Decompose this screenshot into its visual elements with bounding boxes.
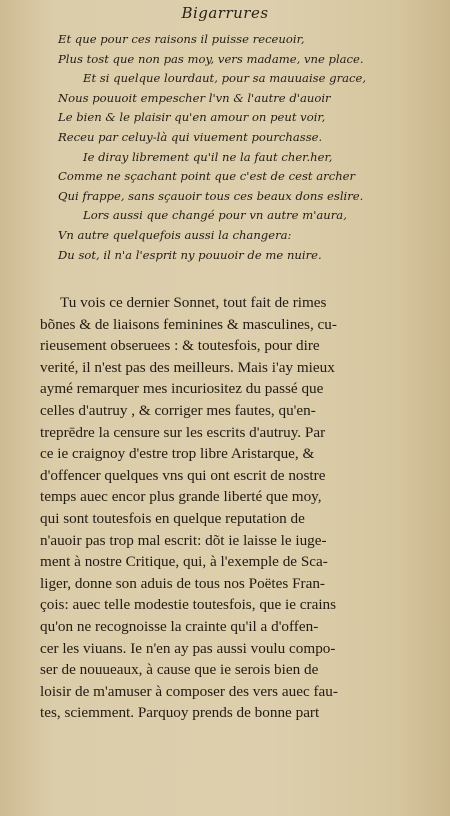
poem-line: Lors aussi que changé pour vn autre m'aura, — [83, 208, 347, 223]
prose-line: n'auoir pas trop mal escrit: dõt ie laisse le iuge- — [40, 531, 327, 549]
prose-line: temps auec encor plus grande liberté que moy, — [40, 488, 322, 506]
prose-line: rieusement obseruees : & toutesfois, pour dire — [40, 337, 320, 355]
poem-line: Comme ne sçachant point que c'est de cest archer — [58, 169, 356, 184]
prose-line: d'offencer quelques vns qui ont escrit de nostre — [40, 466, 326, 484]
poem-line: Du sot, il n'a l'esprit ny pouuoir de me nuire. — [58, 247, 322, 262]
prose-line: tes, sciemment. Parquoy prends de bonne part — [40, 704, 320, 722]
prose-line: bõnes & de liaisons feminines & masculines, cu- — [40, 315, 337, 333]
prose-line: liger, donne son aduis de tous nos Poëtes Fran- — [40, 574, 325, 592]
poem-line: Qui frappe, sans sçauoir tous ces beaux dons eslire. — [58, 188, 364, 203]
poem-line: Ie diray librement qu'il ne la faut cher.her, — [83, 149, 333, 164]
prose-line: ce ie craignoy d'estre trop libre Aristarque, & — [40, 445, 315, 463]
poem-line: Le bien & le plaisir qu'en amour on peut voir, — [58, 110, 326, 125]
prose-line: treprēdre la censure sur les escrits d'autruy. Par — [40, 423, 326, 441]
prose-line: aymé remarquer mes incuriositez du passé que — [40, 380, 324, 398]
running-head: Bigarrures — [181, 4, 269, 22]
poem-line: Nous pouuoit empescher l'vn & l'autre d'auoir — [58, 90, 331, 105]
sonnet-stanza — [58, 30, 398, 265]
prose-line: verité, il n'est pas des meilleurs. Mais i'ay mieux — [40, 358, 335, 376]
poem-line: Vn autre quelquefois aussi la changera: — [58, 227, 292, 242]
prose-paragraph — [40, 292, 404, 724]
prose-line: çois: auec telle modestie toutesfois, que ie crains — [40, 596, 337, 614]
poem-line: Receu par celuy-là qui viuement pourchasse. — [58, 129, 323, 144]
prose-line: qui sont toutesfois en quelque reputation de — [40, 509, 305, 527]
prose-line: cer les viuans. Ie n'en ay pas aussi voulu compo- — [40, 639, 336, 657]
prose-line: ser de nouueaux, à cause que ie serois bien de — [40, 661, 319, 679]
prose-line: loisir de m'amuser à composer des vers auec fau- — [40, 682, 338, 700]
poem-line: Plus tost que non pas moy, vers madame, vne place. — [58, 51, 364, 66]
prose-line: Tu vois ce dernier Sonnet, tout fait de rimes — [60, 294, 327, 311]
poem-line: Et que pour ces raisons il puisse receuoir, — [58, 32, 305, 46]
prose-line: ment à nostre Critique, qui, à l'exemple de Sca- — [40, 553, 328, 571]
prose-line: celles d'autruy , & corriger mes fautes, qu'en- — [40, 401, 316, 419]
prose-line: qu'on ne recognoisse la crainte qu'il a d'offen- — [40, 617, 319, 635]
poem-line: Et si quelque lourdaut, pour sa mauuaise grace, — [83, 71, 367, 86]
